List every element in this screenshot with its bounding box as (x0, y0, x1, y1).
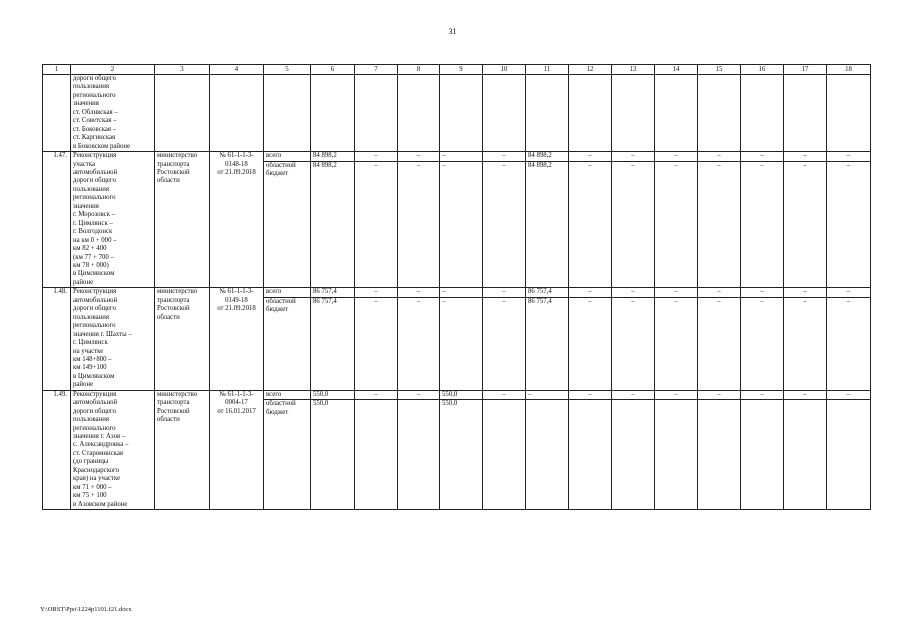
object-name-cell (71, 288, 155, 390)
text-line: 0148-18 (225, 160, 248, 168)
value-cell-col-10: – (483, 152, 526, 162)
column-number-16: 16 (741, 65, 784, 75)
value-cell-col-10: – (483, 297, 526, 390)
text-line: (км 77 + 700 – (73, 253, 114, 261)
text-line: области (157, 177, 180, 185)
value-cell-col-17: – (784, 152, 827, 162)
text-line: ст. Староминская (73, 449, 123, 457)
empty-cell (440, 75, 483, 152)
row-number-cell: 1.48. (43, 288, 71, 390)
value-cell-col-15: – (698, 161, 741, 288)
text-line: от 16.01.2017 (217, 407, 256, 415)
text-line: Реконструкция (73, 152, 117, 160)
value-cell-col-18: – (827, 152, 871, 162)
text-line: Ростовской (157, 168, 190, 176)
value-cell-col-17: – (784, 288, 827, 298)
value-cell-col-10: – (483, 288, 526, 298)
value-cell-col-7: – (355, 152, 398, 162)
value-cell-col-7 (355, 400, 398, 510)
value-cell-col-12: – (569, 161, 612, 288)
text-line: Реконструкция (73, 288, 117, 296)
text-line: г. Морозовск – (73, 211, 116, 219)
text-line: в Цимлянском (73, 270, 115, 278)
text-line: ст. Боковская – (73, 125, 117, 133)
value-cell-col-9: 550,0 (440, 400, 483, 510)
text-line: области (157, 313, 180, 321)
empty-cell (698, 75, 741, 152)
text-line: км 149+100 (73, 364, 107, 372)
empty-cell (741, 75, 784, 152)
text-line: от 21.09.2018 (217, 305, 256, 313)
column-number-6: 6 (311, 65, 355, 75)
customer-cell (155, 152, 210, 288)
text-line: (до границы (73, 458, 109, 466)
value-cell-col-16: – (741, 161, 784, 288)
value-cell-col-6: 84 898,2 (311, 161, 355, 288)
text-line: в Боковском районе (73, 142, 131, 150)
row-number-cell: 1.49. (43, 390, 71, 509)
empty-cell (210, 75, 264, 152)
text-line: № 61-1-1-3- (219, 152, 254, 160)
value-cell-col-6: 86 757,4 (311, 288, 355, 298)
text-line: значения (73, 202, 99, 210)
value-cell-col-17: – (784, 390, 827, 400)
value-cell-col-13 (612, 400, 655, 510)
text-line: км 82 + 400 (73, 245, 107, 253)
funding-source-cell (264, 161, 311, 288)
value-cell-col-11: – (526, 390, 569, 400)
document-cell (210, 288, 264, 390)
value-cell-col-18: – (827, 288, 871, 298)
text-line: пользования (73, 185, 110, 193)
text-line: № 61-1-1-3- (219, 288, 254, 296)
value-cell-col-7: – (355, 288, 398, 298)
value-cell-col-9: 550,0 (440, 390, 483, 400)
column-number-17: 17 (784, 65, 827, 75)
text-line: транспорта (157, 399, 190, 407)
text-line: регионального (73, 322, 116, 330)
text-line: областной (266, 297, 296, 305)
text-line: пользования (73, 416, 110, 424)
value-cell-col-7: – (355, 161, 398, 288)
text-line: км 71 + 000 – (73, 483, 112, 491)
text-line: дороги общего (73, 177, 116, 185)
text-line: Краснодарского (73, 466, 120, 474)
column-number-14: 14 (655, 65, 698, 75)
empty-cell (264, 75, 311, 152)
row-number-cell: 1.47. (43, 152, 71, 288)
text-line: в Цимлянском (73, 372, 115, 380)
value-cell-col-14: – (655, 152, 698, 162)
program-table (42, 64, 871, 510)
text-line: дороги общего (73, 75, 116, 82)
text-line: км 78 + 000) (73, 261, 109, 269)
value-cell-col-14: – (655, 288, 698, 298)
text-line: области (157, 416, 180, 424)
value-cell-col-16: – (741, 152, 784, 162)
table-row (43, 390, 871, 400)
value-cell-col-16: – (741, 288, 784, 298)
value-cell-col-9: – (440, 161, 483, 288)
value-cell-col-15: – (698, 152, 741, 162)
value-cell-col-9: – (440, 288, 483, 298)
column-number-13: 13 (612, 65, 655, 75)
value-cell-col-11 (526, 400, 569, 510)
column-number-2: 2 (71, 65, 155, 75)
value-cell-col-8: – (398, 161, 440, 288)
value-cell-col-6: 550,0 (311, 400, 355, 510)
empty-cell (612, 75, 655, 152)
value-cell-col-14: – (655, 390, 698, 400)
value-cell-col-18: – (827, 390, 871, 400)
text-line: 0004-17 (225, 399, 248, 407)
text-line: регионального (73, 424, 116, 432)
text-line: Ростовской (157, 305, 190, 313)
value-cell-col-11: 86 757,4 (526, 288, 569, 298)
object-name-cell (71, 152, 155, 288)
value-cell-col-17: – (784, 161, 827, 288)
text-line: ст. Обливская – (73, 108, 118, 116)
text-line: областной (266, 161, 296, 169)
value-cell-col-8: – (398, 390, 440, 400)
text-line: министерство (157, 390, 198, 398)
column-number-11: 11 (526, 65, 569, 75)
value-cell-col-12: – (569, 297, 612, 390)
value-cell-col-11: 86 757,4 (526, 297, 569, 390)
value-cell-col-17 (784, 400, 827, 510)
value-cell-col-14: – (655, 161, 698, 288)
value-cell-col-15: – (698, 288, 741, 298)
column-number-8: 8 (398, 65, 440, 75)
text-line: автомобильной (73, 399, 118, 407)
document-cell (210, 152, 264, 288)
column-number-3: 3 (155, 65, 210, 75)
funding-source-cell (264, 288, 311, 298)
document-cell (210, 390, 264, 509)
value-cell-col-13: – (612, 390, 655, 400)
text-line: дороги общего (73, 407, 116, 415)
value-cell-col-15: – (698, 390, 741, 400)
text-line: всего (266, 390, 282, 398)
empty-cell (784, 75, 827, 152)
value-cell-col-8: – (398, 297, 440, 390)
value-cell-col-6: 86 757,4 (311, 297, 355, 390)
text-line: края) на участке (73, 475, 121, 483)
value-cell-col-6: 84 898,2 (311, 152, 355, 162)
value-cell-col-18: – (827, 161, 871, 288)
object-name-cell (71, 390, 155, 509)
text-line: с. Александровка – (73, 441, 129, 449)
text-line: г. Цимлянск (73, 339, 108, 347)
text-line: г. Волгодонск (73, 228, 113, 236)
text-line: значения (73, 100, 99, 108)
column-number-5: 5 (264, 65, 311, 75)
funding-source-cell (264, 297, 311, 390)
customer-cell (155, 390, 210, 509)
value-cell-col-12: – (569, 390, 612, 400)
text-line: автомобильной (73, 296, 118, 304)
value-cell-col-15 (698, 400, 741, 510)
text-line: на км 0 + 000 – (73, 236, 117, 244)
text-line: участка (73, 160, 96, 168)
funding-source-cell (264, 400, 311, 510)
page-number: 31 (448, 27, 457, 36)
file-path-footer: Y:\ORST\Ppo\1224p1101.f21.docx (40, 606, 132, 613)
value-cell-col-10: – (483, 390, 526, 400)
value-cell-col-18 (827, 400, 871, 510)
text-line: министерство (157, 152, 198, 160)
value-cell-col-7: – (355, 297, 398, 390)
value-cell-col-16: – (741, 297, 784, 390)
text-line: бюджет (266, 306, 289, 314)
text-line: от 21.09.2018 (217, 168, 256, 176)
value-cell-col-8 (398, 400, 440, 510)
empty-cell (311, 75, 355, 152)
empty-cell (398, 75, 440, 152)
object-name-cell (71, 75, 155, 152)
text-line: транспорта (157, 296, 190, 304)
empty-cell (827, 75, 871, 152)
text-line: в Азовском районе (73, 500, 128, 508)
column-number-row (43, 65, 871, 75)
text-line: всего (266, 288, 282, 296)
text-line: ст. Каргинская (73, 134, 116, 142)
value-cell-col-12 (569, 400, 612, 510)
column-number-12: 12 (569, 65, 612, 75)
value-cell-col-16 (741, 400, 784, 510)
value-cell-col-13: – (612, 161, 655, 288)
value-cell-col-10: – (483, 161, 526, 288)
table-row (43, 288, 871, 298)
column-number-15: 15 (698, 65, 741, 75)
text-line: министерство (157, 288, 198, 296)
text-line: дороги общего (73, 305, 116, 313)
value-cell-col-14 (655, 400, 698, 510)
funding-source-cell (264, 152, 311, 162)
value-cell-col-8: – (398, 288, 440, 298)
text-line: значения г. Шахты – (73, 330, 132, 338)
text-line: км 148+800 – (73, 355, 112, 363)
text-line: бюджет (266, 408, 289, 416)
text-line: Ростовской (157, 407, 190, 415)
text-line: № 61-1-1-3- (219, 390, 254, 398)
column-number-4: 4 (210, 65, 264, 75)
text-line: транспорта (157, 160, 190, 168)
text-line: автомобильной (73, 168, 118, 176)
value-cell-col-12: – (569, 288, 612, 298)
text-line: регионального (73, 91, 116, 99)
value-cell-col-18: – (827, 297, 871, 390)
column-number-18: 18 (827, 65, 871, 75)
text-line: регионального (73, 194, 116, 202)
empty-cell (655, 75, 698, 152)
text-line: 0149-18 (225, 296, 248, 304)
text-line: областной (266, 400, 296, 408)
text-line: г. Цимлянск – (73, 219, 113, 227)
text-line: ст. Советская – (73, 117, 117, 125)
value-cell-col-12: – (569, 152, 612, 162)
empty-cell (483, 75, 526, 152)
value-cell-col-10 (483, 400, 526, 510)
text-line: пользования (73, 83, 110, 91)
empty-cell (526, 75, 569, 152)
text-line: всего (266, 152, 282, 160)
text-line: районе (73, 381, 94, 389)
text-line: значения г. Азов – (73, 433, 126, 441)
funding-source-cell (264, 390, 311, 400)
value-cell-col-9: – (440, 297, 483, 390)
value-cell-col-16: – (741, 390, 784, 400)
value-cell-col-11: 84 898,2 (526, 152, 569, 162)
column-number-9: 9 (440, 65, 483, 75)
value-cell-col-13: – (612, 288, 655, 298)
text-line: на участке (73, 347, 104, 355)
column-number-10: 10 (483, 65, 526, 75)
value-cell-col-14: – (655, 297, 698, 390)
customer-cell (155, 288, 210, 390)
continued-row (43, 75, 871, 152)
text-line: бюджет (266, 170, 289, 178)
empty-cell (569, 75, 612, 152)
value-cell-col-15: – (698, 297, 741, 390)
value-cell-col-6: 550,0 (311, 390, 355, 400)
value-cell-col-11: 84 898,2 (526, 161, 569, 288)
value-cell-col-13: – (612, 152, 655, 162)
text-line: районе (73, 278, 94, 286)
column-number-1: 1 (43, 65, 71, 75)
empty-cell (355, 75, 398, 152)
text-line: км 75 + 100 (73, 492, 107, 500)
value-cell-col-8: – (398, 152, 440, 162)
table-row (43, 152, 871, 162)
value-cell-col-17: – (784, 297, 827, 390)
text-line: Реконструкция (73, 390, 117, 398)
value-cell-col-7: – (355, 390, 398, 400)
value-cell-col-9: – (440, 152, 483, 162)
text-line: пользования (73, 313, 110, 321)
num-cell (43, 75, 71, 152)
empty-cell (155, 75, 210, 152)
column-number-7: 7 (355, 65, 398, 75)
value-cell-col-13: – (612, 297, 655, 390)
